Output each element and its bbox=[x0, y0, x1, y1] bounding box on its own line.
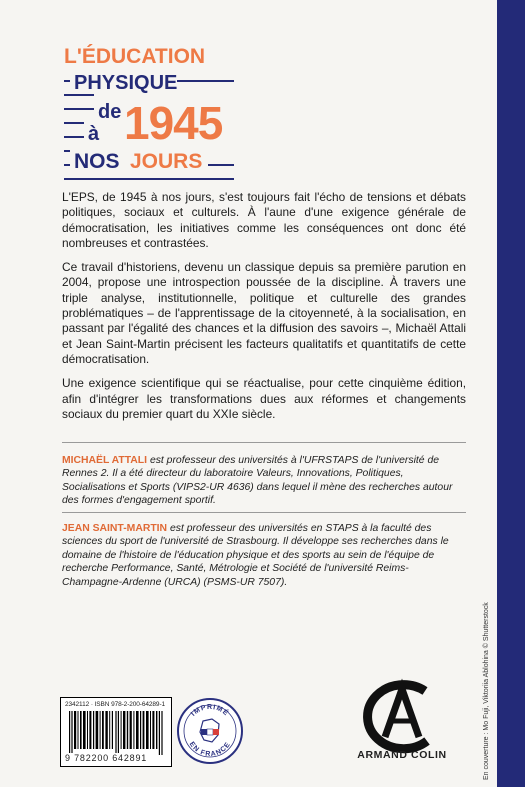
section-divider bbox=[62, 442, 466, 443]
title-rule bbox=[64, 122, 84, 124]
paragraph-2: Ce travail d'historiens, devenu un classique depuis sa première parution en 2004, propose une introspection poussée de la discipline. À travers une triple analyse, institutionnelle, politique et culturelle des grandes problématiques – de l'apprentissage de la citoyenneté, à la socialisation, en passant par l'égalité des chances et la diffusion des savoirs –, Michaël Attali et Jean Saint-Martin précisent les facteurs qualitatifs et quantitatifs de cette démocratisation. bbox=[62, 260, 466, 366]
title-rule bbox=[64, 136, 84, 138]
publisher-name: ARMAND COLIN bbox=[357, 749, 447, 761]
title-jours: JOURS bbox=[130, 150, 203, 173]
author-bio-1 bbox=[62, 454, 466, 508]
author-bio-text-2: est professeur des universités en STAPS à la faculté des sciences du sport de l'université de Strasbourg. Il développe ses recherches dans le domaine de l'histoire de l'éducation physique et des sports au sein de l'équipe de recherche Performance, Santé, Métrologie et Société de l'université Reims-Champagne-Ardenne (URCA) (PSMS-UR 7507). bbox=[62, 523, 449, 588]
title-year: 1945 bbox=[124, 97, 223, 149]
title-rule bbox=[64, 150, 70, 152]
title-a: à bbox=[88, 123, 100, 145]
title-rule bbox=[64, 178, 234, 180]
title-line-2: PHYSIQUE bbox=[74, 72, 178, 94]
author-name-1: MICHAËL ATTALI bbox=[62, 455, 148, 466]
author-bio-2 bbox=[62, 522, 466, 589]
book-title bbox=[64, 44, 234, 184]
barcode-bars bbox=[69, 711, 165, 755]
title-de: de bbox=[98, 101, 122, 123]
isbn-barcode bbox=[60, 697, 172, 767]
title-line-1: L'ÉDUCATION bbox=[64, 45, 206, 68]
paragraph-1: L'EPS, de 1945 à nos jours, s'est toujours fait l'écho de tensions et débats politiques, sociaux et culturels. À l'aune d'une exigence générale de démocratisation, les initiatives comme les conséquences ont donc été nombreuses et contrastées. bbox=[62, 190, 466, 250]
title-rule bbox=[64, 94, 94, 96]
back-cover-description bbox=[62, 190, 466, 431]
title-rule bbox=[177, 80, 234, 82]
barcode-digits: 9 782200 642891 bbox=[65, 753, 148, 763]
spine-band bbox=[497, 0, 525, 787]
title-nos: NOS bbox=[74, 150, 120, 173]
author-name-2: JEAN SAINT-MARTIN bbox=[62, 523, 168, 534]
printed-in-france-seal bbox=[176, 697, 244, 765]
title-rule bbox=[208, 164, 234, 166]
title-rule bbox=[64, 80, 70, 82]
title-rule bbox=[64, 108, 94, 110]
paragraph-3: Une exigence scientifique qui se réactualise, pour cette cinquième édition, afin d'intégrer les transformations dues aux réformes et changements sociaux du premier quart du XXIe siècle. bbox=[62, 376, 466, 421]
svg-text:EN FRANCE: EN FRANCE bbox=[187, 740, 233, 759]
cover-credit: En couverture : Mo Fuji, Viktoriia Ablohina © Shutterstock bbox=[483, 602, 490, 780]
author-bio-text-1: est professeur des universités à l'UFRSTAPS de l'université de Rennes 2. Il a été directeur du laboratoire Valeurs, Innovations, Politiques, Socialisations et Sports (VIPS2-UR 4636) dans lequel il mène des recherches autour des formes d'engagement sportif. bbox=[62, 455, 453, 507]
section-divider bbox=[62, 512, 466, 513]
isbn-text: 2342112 · ISBN 978-2-200-64289-1 bbox=[65, 701, 166, 708]
seal-icon bbox=[176, 697, 244, 765]
title-rule bbox=[64, 164, 70, 166]
svg-text:IMPRIMÉ: IMPRIMÉ bbox=[189, 704, 230, 718]
